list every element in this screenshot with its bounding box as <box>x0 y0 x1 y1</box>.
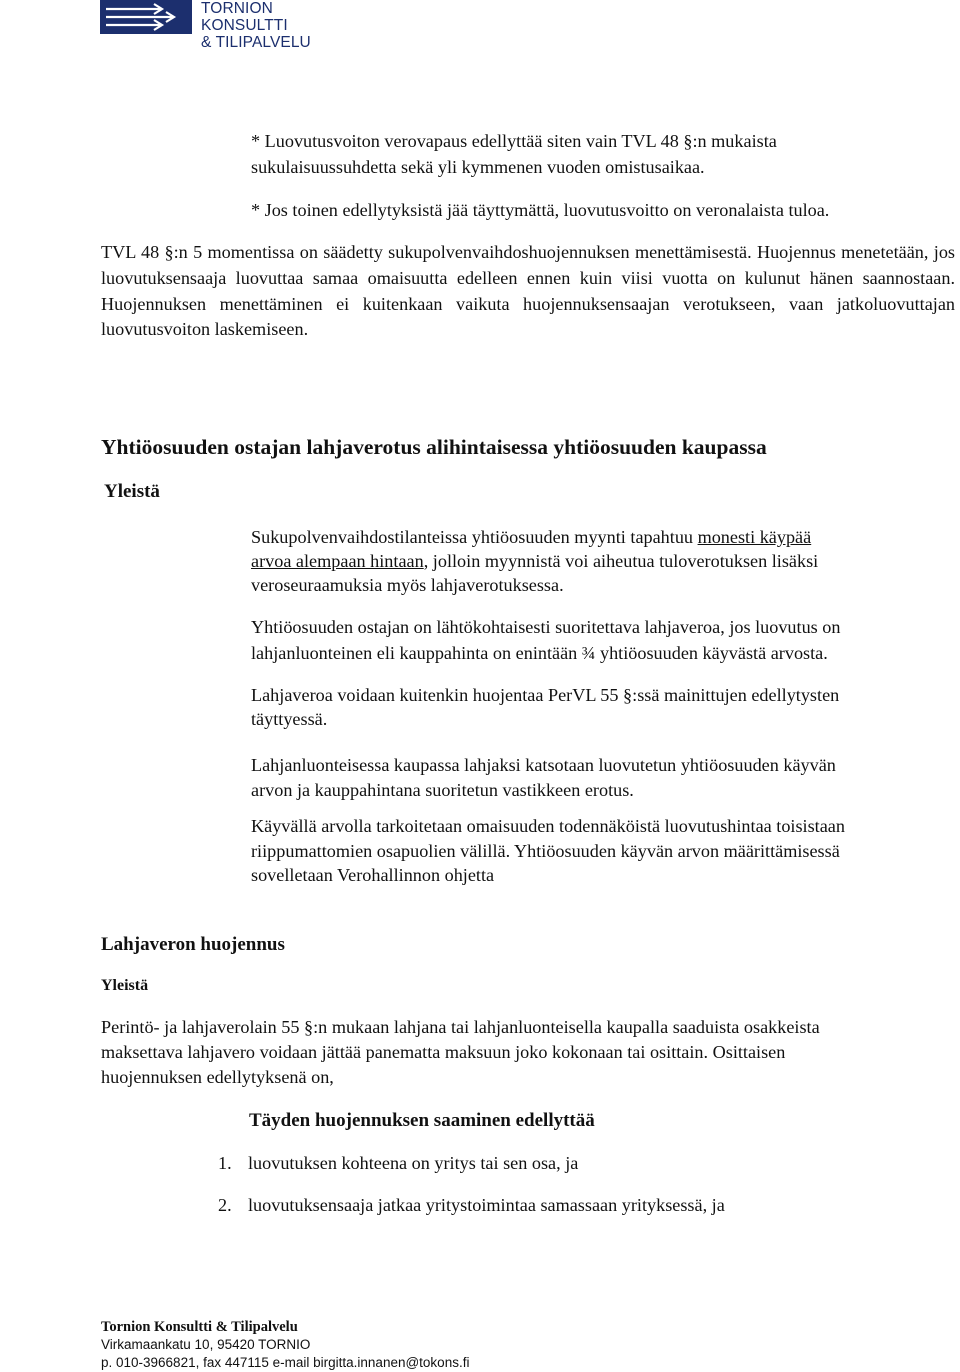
company-logo <box>100 0 360 51</box>
intro-paragraph: TVL 48 §:n 5 momentissa on säädetty sukupolvenvaihdoshuojennuksen menettämisestä. Huojennus menetetään, jos luovutuksensaaja luovuttaa samaa omaisuutta edelleen ennen kuin viisi vuotta on kulunut hänen saannostaan. Huojennuksen menettäminen ei kuitenkaan vaikuta huojennuksensaajan verotukseen, vaan jatkoluovuttajan luovutusvoiton laskemiseen. <box>101 242 955 340</box>
s1-p3-line-2: täyttyessä. <box>251 709 328 729</box>
section-2-subtitle: Yleistä <box>101 977 149 994</box>
s1-p1-line-1 <box>251 526 811 548</box>
s1-p5-line-2: riippumattomien osapuolien välillä. Yhtiöosuuden käyvän arvon määrittämisessä <box>251 841 840 861</box>
s1-p2-line-2: lahjanluonteinen eli kauppahinta on enintään ¾ yhtiöosuuden käyvästä arvosta. <box>251 643 828 663</box>
footer <box>101 1318 469 1372</box>
s2-p1-line-3: huojennuksen edellytyksenä on, <box>101 1067 334 1087</box>
bullet-2: * Jos toinen edellytyksistä jää täyttymättä, luovutusvoitto on veronalaista tuloa. <box>251 200 830 220</box>
list-item-2-number: 2. <box>218 1195 232 1215</box>
list-item-1 <box>218 1152 578 1174</box>
s1-p1-text-a: Sukupolvenvaihdostilanteissa yhtiöosuuden myynti tapahtuu <box>251 527 698 547</box>
list-item-2 <box>218 1194 725 1216</box>
s1-p3-line-1: Lahjaveroa voidaan kuitenkin huojentaa PerVL 55 §:ssä mainittujen edellytysten <box>251 685 840 705</box>
s1-p4-line-2: arvon ja kauppahintana suoritetun vastikkeen erotus. <box>251 780 634 800</box>
s1-p2-line-1: Yhtiöosuuden ostajan on lähtökohtaisesti suoritettava lahjaveroa, jos luovutus on <box>251 617 841 637</box>
s1-p4-line-1: Lahjanluonteisessa kaupassa lahjaksi katsotaan luovutetun yhtiöosuuden käyvän <box>251 755 836 775</box>
footer-contact: p. 010-3966821, fax 447115 e-mail birgitta.innanen@tokons.fi <box>101 1355 470 1370</box>
s1-p1-text-b: , jolloin myynnistä voi aiheutua tuloverotuksen lisäksi <box>423 551 819 571</box>
s2-p1-line-1: Perintö- ja lahjaverolain 55 §:n mukaan lahjana tai lahjanluonteisella kaupalla saaduista osakkeista <box>101 1017 820 1037</box>
logo-line-1: TORNION KONSULTTI <box>201 0 288 34</box>
list-item-1-text: luovutuksen kohteena on yritys tai sen osa, ja <box>248 1153 579 1173</box>
s1-p1-underline-a: monesti käypää <box>697 527 812 547</box>
section-2-title: Lahjaveron huojennus <box>101 934 285 955</box>
s2-p1-line-2: maksettava lahjavero voidaan jättää panematta maksuun joko kokonaan tai osittain. Osittaisen <box>101 1042 786 1062</box>
section-1-subtitle: Yleistä <box>104 481 160 502</box>
s1-p1-underline-b: arvoa alempaan hintaan <box>251 551 424 571</box>
logo-line-2: & TILIPALVELU <box>201 34 311 51</box>
section-1-title: Yhtiöosuuden ostajan lahjaverotus alihintaisessa yhtiöosuuden kaupassa <box>101 435 767 459</box>
list-item-2-text: luovutuksensaaja jatkaa yritystoimintaa samassaan yrityksessä, ja <box>248 1195 725 1215</box>
footer-address: Virkamaankatu 10, 95420 TORNIO <box>101 1337 311 1352</box>
s1-p5-line-1: Käyvällä arvolla tarkoitetaan omaisuuden todennäköistä luovutushintaa toisistaan <box>251 816 845 836</box>
logo-text <box>201 0 360 51</box>
s1-p1-line-2 <box>251 550 818 572</box>
bullet-1-line-2: sukulaisuussuhdetta sekä yli kymmenen vuoden omistusaikaa. <box>251 157 705 177</box>
logo-arrows-icon <box>100 0 192 34</box>
logo-emblem <box>100 0 192 34</box>
s1-p1-line-3: veroseuraamuksia myös lahjaverotuksessa. <box>251 575 564 595</box>
list-title: Täyden huojennuksen saaminen edellyttää <box>249 1110 595 1131</box>
footer-company: Tornion Konsultti & Tilipalvelu <box>101 1319 298 1335</box>
bullet-1-line-1: * Luovutusvoiton verovapaus edellyttää siten vain TVL 48 §:n mukaista <box>251 131 777 151</box>
s1-p5-line-3: sovelletaan Verohallinnon ohjetta <box>251 865 495 885</box>
list-item-1-number: 1. <box>218 1153 232 1173</box>
